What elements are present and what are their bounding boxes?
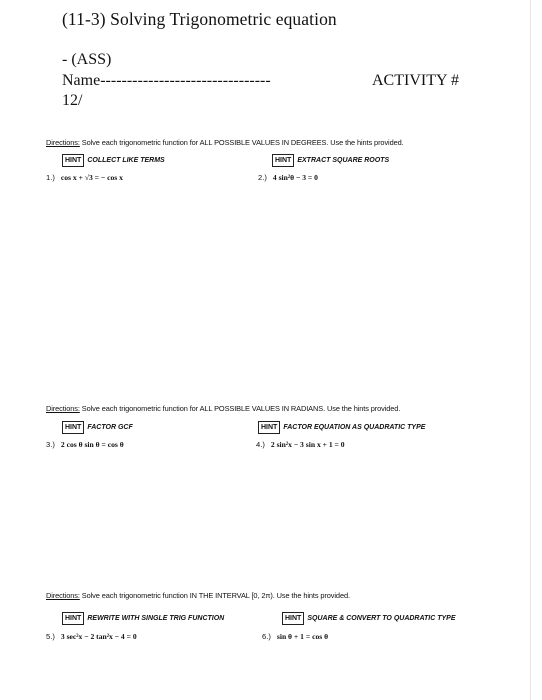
problem-4 [256,440,345,449]
problem-number: 6.) [262,632,271,641]
directions-label: Directions: [46,404,80,413]
problem-equation: 2 cos θ sin θ = cos θ [60,440,124,449]
problem-number: 3.) [46,440,55,449]
hint-text: COLLECT LIKE TERMS [87,157,165,164]
directions-text: Solve each trigonometric function for ALL POSSIBLE VALUES IN DEGREES. Use the hints provided. [79,138,404,147]
hint-box: HINT [272,154,294,167]
hint-text: SQUARE & CONVERT TO QUADRATIC TYPE [307,615,456,622]
hint-text: FACTOR GCF [87,424,133,431]
hint-problem-2 [272,154,389,167]
problem-equation: 3 sec²x − 2 tan²x − 4 = 0 [60,632,137,641]
directions-text: Solve each trigonometric function IN THE INTERVAL [0, 2π). Use the hints provided. [79,591,350,600]
directions-text: Solve each trigonometric function for ALL POSSIBLE VALUES IN RADIANS. Use the hints provided. [79,404,401,413]
page-edge-divider [530,0,531,700]
directions-interval [46,591,350,600]
date-field: 12/ [62,92,83,109]
hint-problem-4 [258,421,425,434]
problem-5 [46,632,137,641]
problem-number: 4.) [256,440,265,449]
problem-equation: sin θ + 1 = cos θ [276,632,329,641]
page-title: (11-3) Solving Trigonometric equation [62,9,337,29]
hint-box: HINT [258,421,280,434]
directions-radians [46,404,400,413]
hint-problem-3 [62,421,133,434]
hint-text: REWRITE WITH SINGLE TRIG FUNCTION [87,615,225,622]
problem-3 [46,440,124,449]
directions-label: Directions: [46,591,80,600]
assignment-label: - (ASS) [62,51,112,68]
problem-equation: cos x + √3 = − cos x [60,173,123,182]
problem-1 [46,173,123,182]
problem-number: 1.) [46,173,55,182]
problem-equation: 2 sin²x − 3 sin x + 1 = 0 [270,440,345,449]
hint-text: EXTRACT SQUARE ROOTS [297,157,390,164]
hint-problem-6 [282,612,456,625]
problem-2 [258,173,318,182]
problem-number: 2.) [258,173,267,182]
hint-text: FACTOR EQUATION AS QUADRATIC TYPE [283,424,426,431]
directions-label: Directions: [46,138,80,147]
directions-degrees [46,138,404,147]
name-field: Name-------------------------------- [62,72,271,89]
problem-6 [262,632,328,641]
problem-number: 5.) [46,632,55,641]
hint-box: HINT [62,154,84,167]
hint-box: HINT [62,421,84,434]
activity-number-label: ACTIVITY # [372,72,459,89]
hint-box: HINT [62,612,84,625]
problem-equation: 4 sin²θ − 3 = 0 [272,173,318,182]
hint-box: HINT [282,612,304,625]
hint-problem-1 [62,154,165,167]
hint-problem-5 [62,612,224,625]
